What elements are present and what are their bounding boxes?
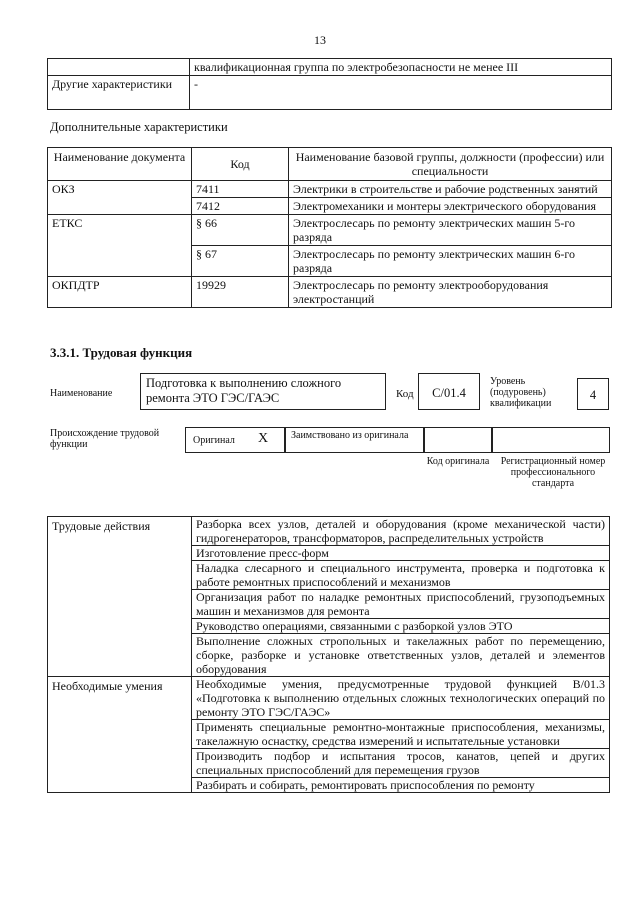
- function-name-value: Подготовка к выполнению сложного ремонта ЭТО ГЭС/ГАЭС: [140, 373, 386, 410]
- original-code-box: [424, 427, 492, 453]
- doc-code: 7412: [192, 198, 289, 215]
- doc-title: Электрослесарь по ремонту электрических машин 6-го разряда: [289, 246, 612, 277]
- doc-title: Электрослесарь по ремонту электрооборудования электростанций: [289, 277, 612, 308]
- other-characteristics-label: Другие характеристики: [48, 76, 190, 110]
- level-value: 4: [577, 378, 609, 410]
- original-code-label: Код оригинала: [426, 456, 490, 467]
- borrowed-label: Заимствовано из оригинала: [291, 430, 409, 441]
- skill-item: Применять специальные ремонтно-монтажные приспособления, механизмы, такелажную оснастку, средства измерений и испытательные установки: [192, 720, 610, 749]
- skill-item: Производить подбор и испытания тросов, канатов, цепей и других специальных приспособлений для перемещения грузов: [192, 749, 610, 778]
- original-mark: X: [258, 431, 269, 446]
- table-row: [48, 59, 612, 76]
- additional-characteristics-table: [47, 147, 612, 308]
- section-title: 3.3.1. Трудовая функция: [50, 345, 193, 360]
- doc-title: Электрики в строительстве и рабочие родственных занятий: [289, 181, 612, 198]
- qualification-table: [47, 58, 612, 110]
- additional-title: Дополнительные характеристики: [50, 120, 228, 134]
- code-label: Код: [396, 388, 414, 400]
- qualification-value: квалификационная группа по электробезопасности не менее III: [190, 59, 612, 76]
- table-row: [48, 677, 610, 720]
- labor-action-item: Организация работ по наладке ремонтных приспособлений, грузоподъемных машин и механизмов для ремонта: [192, 590, 610, 619]
- function-code-value: C/01.4: [418, 373, 480, 410]
- table-row: [48, 76, 612, 110]
- doc-title: Электрослесарь по ремонту электрических машин 5-го разряда: [289, 215, 612, 246]
- labor-action-item: Выполнение сложных стропольных и такелажных работ по перемещению, сборке, разборке и установке ответственных узлов, деталей и элементов оборудования: [192, 634, 610, 677]
- table-row: [48, 517, 610, 546]
- labor-actions-label: Трудовые действия: [48, 517, 192, 677]
- table-row: [48, 277, 612, 308]
- origin-label: Происхождение трудовой функции: [50, 428, 160, 450]
- work-table: [47, 516, 610, 793]
- skills-label: Необходимые умения: [48, 677, 192, 793]
- doc-name: ОКЗ: [48, 181, 192, 215]
- other-characteristics-value: -: [190, 76, 612, 110]
- registration-number-label: Регистрационный номер профессионального стандарта: [500, 456, 606, 489]
- column-header: Код: [192, 148, 289, 181]
- labor-action-item: Изготовление пресс-форм: [192, 546, 610, 561]
- doc-code: § 66: [192, 215, 289, 246]
- original-label: Оригинал: [193, 435, 235, 446]
- table-row: [48, 181, 612, 198]
- column-header: Наименование базовой группы, должности (профессии) или специальности: [289, 148, 612, 181]
- doc-name: ОКПДТР: [48, 277, 192, 308]
- table-header-row: [48, 148, 612, 181]
- labor-action-item: Наладка слесарного и специального инструмента, проверка и подготовка к работе ремонтных приспособлений и механизмов: [192, 561, 610, 590]
- labor-action-item: Разборка всех узлов, деталей и оборудования (кроме механической части) гидрогенераторов, трансформаторов, распределительных устройств: [192, 517, 610, 546]
- skill-item: Необходимые умения, предусмотренные трудовой функцией B/01.3 «Подготовка к выполнению отдельных сложных технологических операций по ремонту ЭТО ГЭС/ГАЭС»: [192, 677, 610, 720]
- table-row: [48, 215, 612, 246]
- registration-number-box: [492, 427, 610, 453]
- page-number: 13: [314, 33, 326, 47]
- doc-code: § 67: [192, 246, 289, 277]
- skill-item: Разбирать и собирать, ремонтировать приспособления по ремонту: [192, 778, 610, 793]
- labor-action-item: Руководство операциями, связанными с разборкой узлов ЭТО: [192, 619, 610, 634]
- origin-box: [185, 427, 610, 453]
- doc-code: 7411: [192, 181, 289, 198]
- level-label: Уровень (подуровень) квалификации: [490, 376, 552, 409]
- column-header: Наименование документа: [48, 148, 192, 181]
- name-label: Наименование: [50, 388, 113, 399]
- doc-title: Электромеханики и монтеры электрического оборудования: [289, 198, 612, 215]
- doc-code: 19929: [192, 277, 289, 308]
- doc-name: ЕТКС: [48, 215, 192, 277]
